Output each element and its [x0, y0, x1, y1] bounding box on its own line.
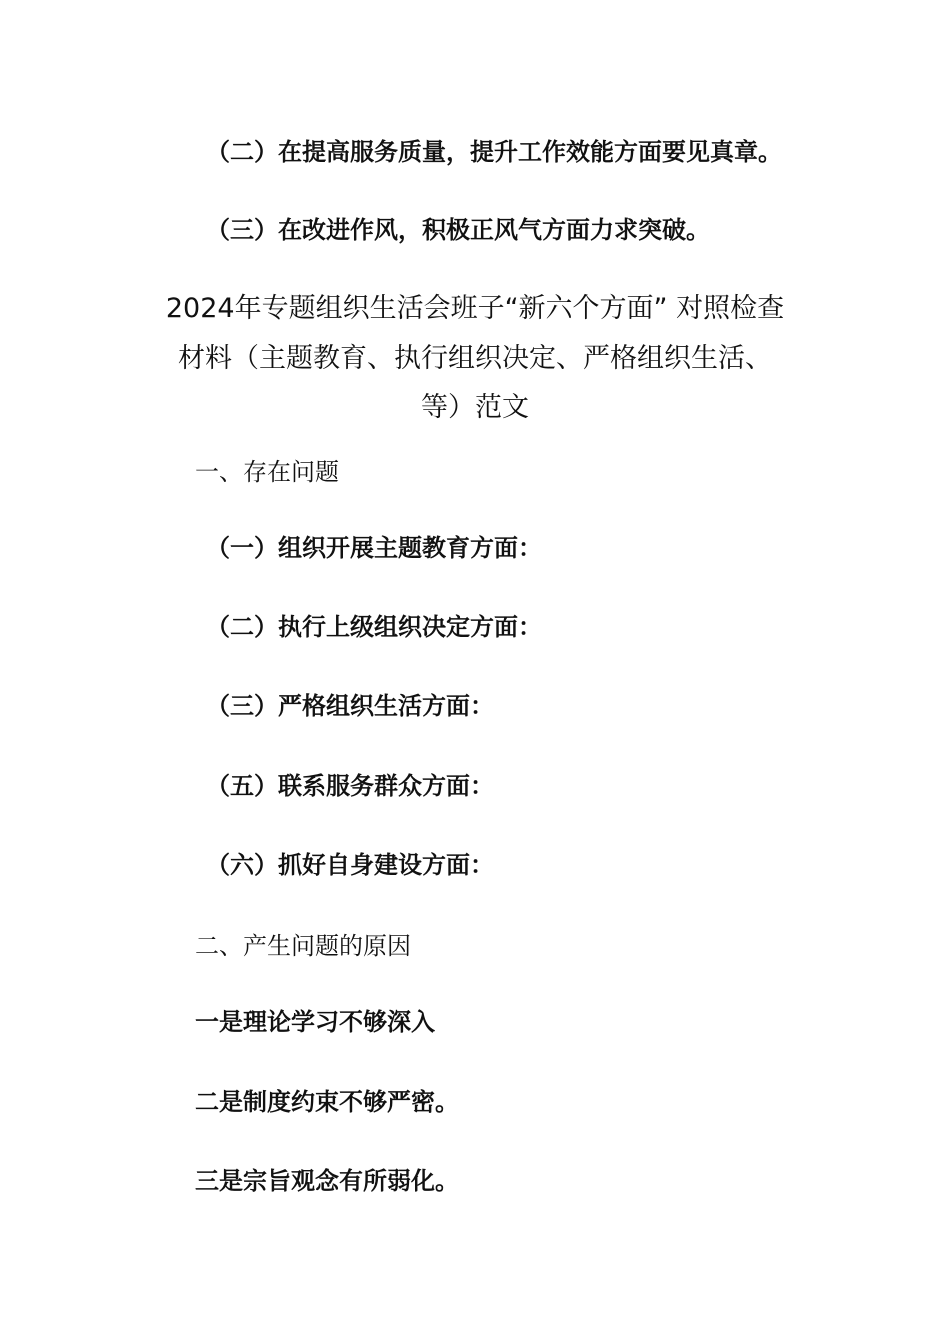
section-heading-causes: 二、产生问题的原因	[195, 932, 411, 960]
problem-item-2: （二）执行上级组织决定方面：	[206, 613, 542, 641]
problem-item-3: （三）严格组织生活方面：	[206, 692, 494, 720]
problem-item-6: （六）抓好自身建设方面：	[206, 851, 494, 879]
cause-item-1: 一是理论学习不够深入	[195, 1008, 435, 1036]
title-line-3: 等）范文	[421, 392, 529, 423]
cause-item-2: 二是制度约束不够严密。	[195, 1088, 459, 1116]
intro-item-2: （二）在提高服务质量，提升工作效能方面要见真章。	[206, 138, 782, 166]
title-line-2: 材料（主题教育、执行组织决定、严格组织生活、	[178, 343, 772, 374]
intro-item-3: （三）在改进作风，积极正风气方面力求突破。	[206, 216, 710, 244]
title-line-1: 2024年专题组织生活会班子“新六个方面” 对照检查	[165, 293, 785, 324]
problem-item-1: （一）组织开展主题教育方面：	[206, 534, 542, 562]
cause-item-3: 三是宗旨观念有所弱化。	[195, 1167, 459, 1195]
section-heading-problems: 一、存在问题	[195, 458, 339, 486]
problem-item-5: （五）联系服务群众方面：	[206, 772, 494, 800]
